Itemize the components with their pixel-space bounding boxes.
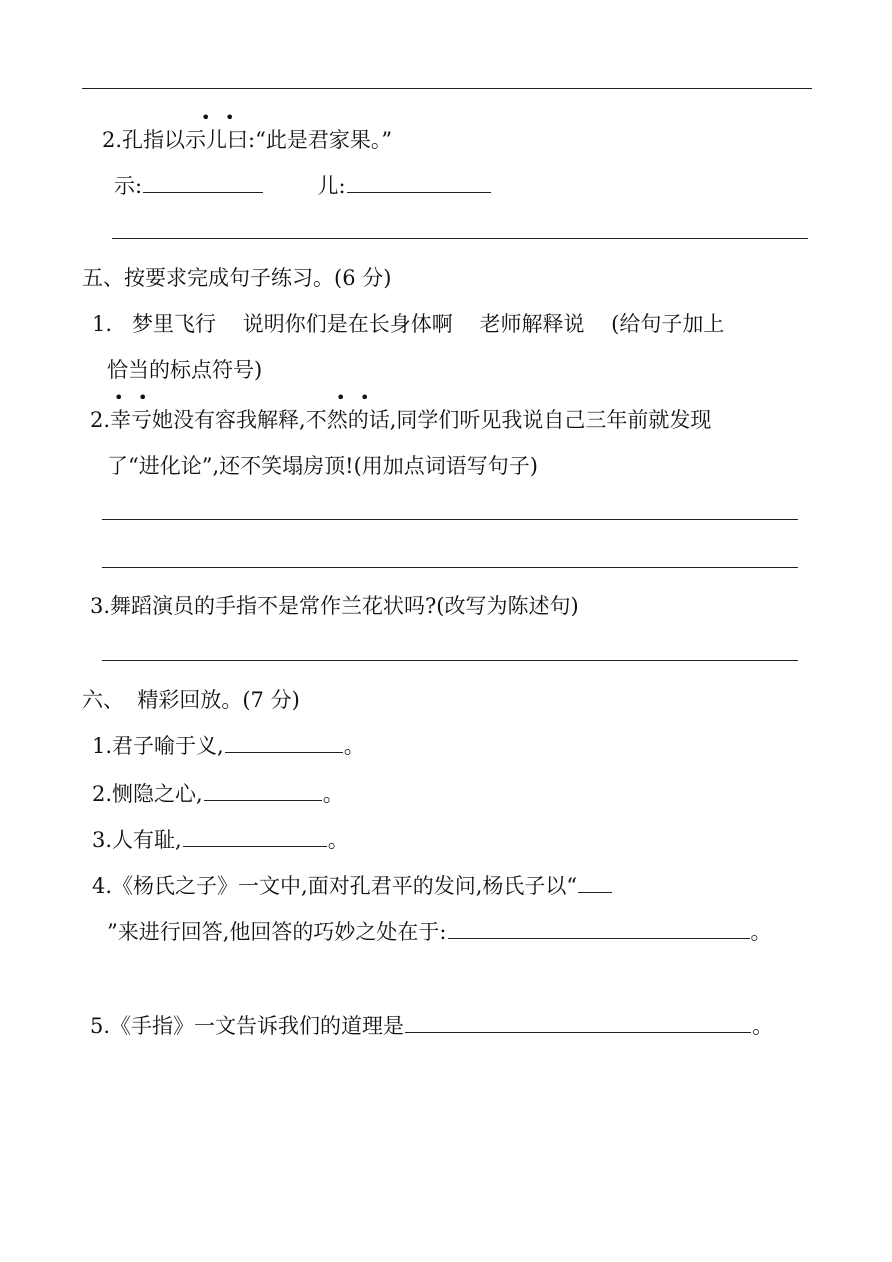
answer-blank[interactable] — [225, 751, 343, 753]
s6-item4-text: 4.《杨氏之子》一文中,面对孔君平的发问,杨氏子以“ — [92, 874, 578, 898]
s6-item4-text-2: ”来进行回答,他回答的巧妙之处在于: — [107, 920, 447, 944]
label-er: 儿: — [317, 174, 346, 198]
label-shi: 示: — [114, 174, 143, 198]
answer-blank[interactable] — [405, 1031, 751, 1033]
emphasis-dot: • — [138, 388, 148, 407]
answer-blank[interactable] — [448, 937, 750, 939]
top-rule — [82, 88, 812, 89]
answer-blank-shi[interactable] — [143, 191, 263, 193]
s6-item3-text: 3.人有耻, — [92, 828, 182, 852]
period: 。 — [752, 1014, 774, 1038]
emphasis-dot: • — [360, 388, 370, 407]
q2-answer-row — [114, 176, 492, 197]
answer-line[interactable] — [102, 519, 798, 520]
s6-item2-text: 2.恻隐之心, — [92, 782, 203, 806]
emphasis-dot: • — [225, 108, 235, 127]
section5-heading: 五、按要求完成句子练习。(6 分) — [82, 266, 392, 290]
answer-blank[interactable] — [578, 891, 612, 893]
period: 。 — [322, 782, 344, 806]
s6-item3 — [92, 830, 349, 851]
period: 。 — [343, 734, 365, 758]
answer-line[interactable] — [102, 660, 798, 661]
s5-item1-line1: 1. 梦里飞行 说明你们是在长身体啊 老师解释说 (给句子加上 — [92, 312, 725, 336]
answer-blank[interactable] — [183, 845, 327, 847]
s6-item1 — [92, 736, 365, 757]
emphasis-dot: • — [201, 108, 211, 127]
period: 。 — [750, 920, 772, 944]
answer-line[interactable] — [102, 567, 798, 568]
s6-item5 — [90, 1016, 773, 1037]
s6-item2 — [92, 784, 344, 805]
s5-item2-line2: 了“进化论”,还不笑塌房顶!(用加点词语写句子) — [107, 454, 538, 478]
section6-heading: 六、 精彩回放。(7 分) — [82, 688, 300, 712]
s6-item1-text: 1.君子喻于义, — [92, 734, 224, 758]
answer-blank[interactable] — [204, 799, 322, 801]
q2-line: 2.孔指以示儿曰:“此是君家果。” — [102, 128, 393, 152]
emphasis-dot: • — [336, 388, 346, 407]
s5-item1-line2: 恰当的标点符号) — [107, 358, 263, 382]
period: 。 — [327, 828, 349, 852]
emphasis-dot: • — [114, 388, 124, 407]
s6-item5-text: 5.《手指》一文告诉我们的道理是 — [90, 1014, 405, 1038]
answer-blank-er[interactable] — [347, 191, 491, 193]
s5-item2-line1: 2.幸亏她没有容我解释,不然的话,同学们听见我说自己三年前就发现 — [90, 408, 712, 432]
s6-item4-line1 — [92, 876, 613, 897]
s5-item3: 3.舞蹈演员的手指不是常作兰花状吗?(改写为陈述句) — [90, 594, 579, 618]
s6-item4-line2 — [107, 922, 772, 943]
answer-line[interactable] — [112, 238, 808, 239]
